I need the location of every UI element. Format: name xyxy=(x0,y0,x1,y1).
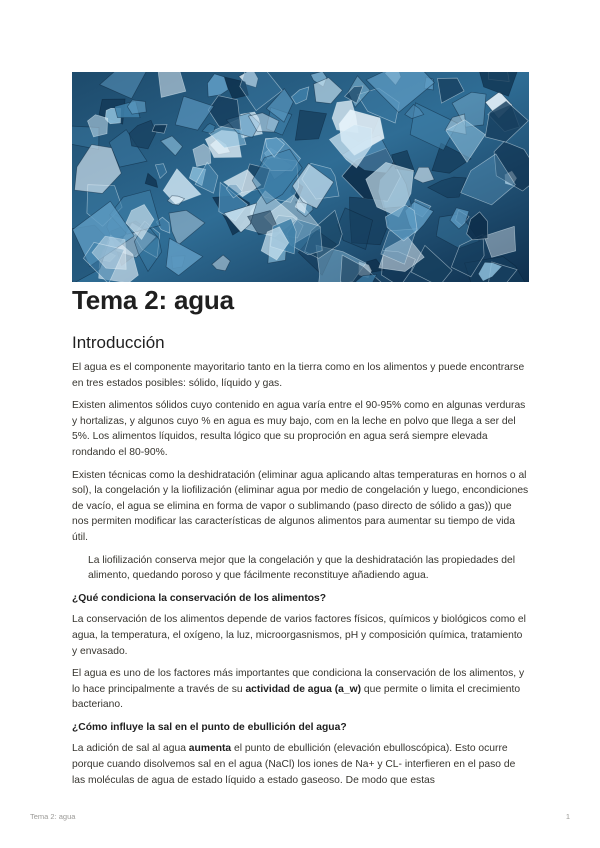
paragraph-2: Existen alimentos sólidos cuyo contenido en agua varía entre el 90-95% como en algunas verduras y hortalizas, y algunos cuyo % en agua es muy bajo, com en la leche en polvo que llega a ser del 5%. Los alimentos líquidos, resulta lógico que su proproción en agua será siempre elevada rondando el 80-90%. xyxy=(72,400,526,458)
paragraph-6-text-b: el punto de ebullición (elevación ebulloscópica). Esto ocurre porque cuando disolvemos sal en el agua (NaCl) los iones de Na+ y CL- interfieren en el paso de las moléculas de agua de estado líquido a estado gaseoso. De modo que estas xyxy=(72,743,516,786)
paragraph-5 xyxy=(72,666,529,713)
question-heading-2: ¿Cómo influye la sal en el punto de ebullición del agua? xyxy=(72,721,347,733)
paragraph-5-text-b: que permite o limita el crecimiento bacteriano. xyxy=(72,683,521,711)
page-number: 1 xyxy=(565,812,570,821)
ice-crystals-image xyxy=(72,72,529,282)
paragraph-6-bold: aumenta xyxy=(188,743,232,755)
paragraph-3: Existen técnicas como la deshidratación (eliminar agua aplicando altas temperaturas en hornos o al sol), la congelación y la liofilización (eliminar agua por medio de congelación y luego, encondiciones de vacío, el agua se elimina en forma de vapor o sublimando (paso directo de sólido a gas)) que nos permiten modificar las características de algunos alimentos para aumentar su tiempo de vida útil. xyxy=(72,469,529,543)
section-heading-introduccion: Introducción xyxy=(72,333,165,352)
question-heading-1: ¿Qué condiciona la conservación de los alimentos? xyxy=(72,592,327,604)
paragraph-6-text-a: La adición de sal al agua xyxy=(72,743,189,755)
paragraph-5-text-a: El agua es uno de los factores más importantes que condiciona la conservación de los alimentos, y lo hace principalmente a través de su xyxy=(72,668,525,695)
paragraph-6 xyxy=(72,741,529,788)
page-footer xyxy=(30,812,570,821)
page-title: Tema 2: agua xyxy=(72,285,234,315)
document-body xyxy=(72,284,529,795)
cover-image xyxy=(72,72,529,282)
ice-shard xyxy=(152,125,167,134)
paragraph-4: La conservación de los alimentos depende de varios factores físicos, químicos y biológicos como el agua, la temperatura, el oxígeno, la luz, microorgasnismos, pH y composición química, tratamiento y envasado. xyxy=(72,614,526,657)
paragraph-1: El agua es el componente mayoritario tanto en la tierra como en los alimentos y puede encontrarse en tres estados posibles: sólido, líquido y gas. xyxy=(72,362,525,389)
quote-block: La liofilización conserva mejor que la congelación y que la deshidratación las propiedades del alimento, quedando poroso y que fácilmente reconstituye añadiendo agua. xyxy=(88,554,516,582)
paragraph-5-bold: actividad de agua (a_w) xyxy=(245,683,362,695)
footer-title: Tema 2: agua xyxy=(30,812,76,821)
